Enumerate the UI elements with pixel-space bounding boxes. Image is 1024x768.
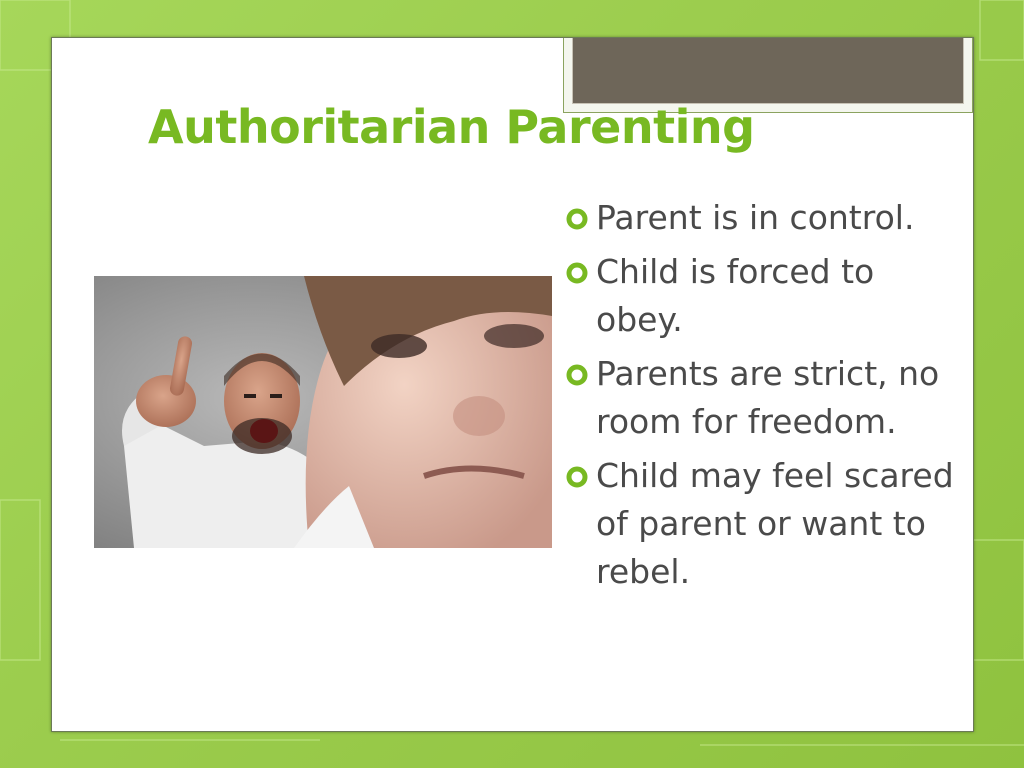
bullet-text: Parent is in control.: [596, 198, 915, 237]
circle-bullet-icon: [566, 364, 588, 386]
title-tab-inner: [572, 38, 964, 104]
list-item: [566, 452, 971, 596]
bullet-text: Child may feel scared of parent or want to rebel.: [596, 456, 954, 591]
bullet-text: Parents are strict, no room for freedom.: [596, 354, 940, 441]
angry-father-photo: [94, 276, 552, 548]
list-item: [566, 248, 971, 344]
bullet-list: [566, 194, 971, 602]
circle-bullet-icon: [566, 466, 588, 488]
bullet-text: Child is forced to obey.: [596, 252, 875, 339]
list-item: [566, 350, 971, 446]
list-item: [566, 194, 971, 242]
circle-bullet-icon: [566, 208, 588, 230]
slide-title: Authoritarian Parenting: [148, 100, 755, 154]
circle-bullet-icon: [566, 262, 588, 284]
